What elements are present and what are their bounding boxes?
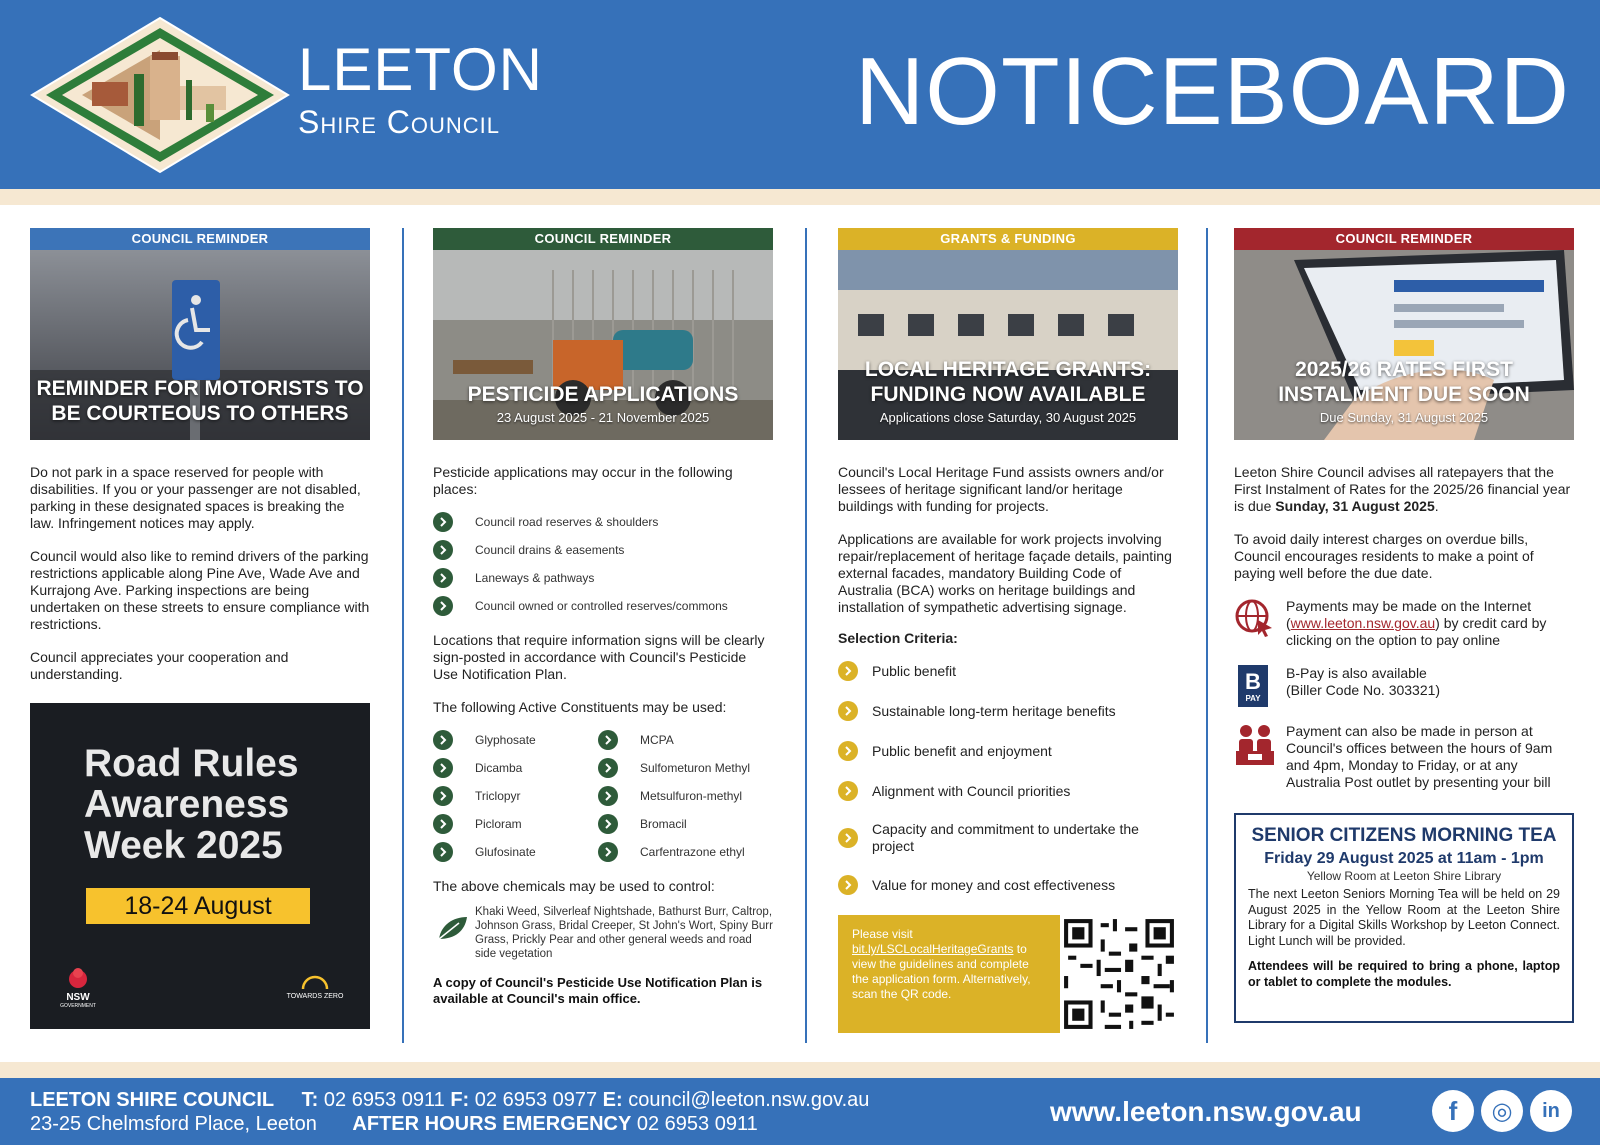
website-link[interactable]: www.leeton.nsw.gov.au — [1050, 1096, 1362, 1127]
chevron-right-icon — [433, 540, 453, 560]
column-pesticide — [433, 228, 773, 1007]
paragraph: Pesticide applications may occur in the following places: — [433, 464, 733, 497]
page-title: NOTICEBOARD — [854, 38, 1570, 145]
constituents-right — [598, 730, 763, 870]
paragraph: Applications are available for work projects involving repair/replacement of heritage façade details, painting external facades, mandatory Building Code of Australia (BCA) works on heritage buildings and installation of sympathetic advertising signage. — [838, 531, 1172, 615]
places-list — [433, 512, 773, 616]
hero-due-date: Due Sunday, 31 August 2025 — [1319, 410, 1489, 425]
paragraph: Locations that require information signs will be clearly sign-posted in accordance with Council's Pesticide Use Notification Plan. — [433, 632, 765, 682]
column-rates — [1234, 228, 1574, 1023]
pay-in-person-row — [1234, 723, 1574, 791]
list-item-label: Picloram — [475, 817, 522, 831]
chevron-right-icon — [598, 814, 618, 834]
list-item-label: Dicamba — [475, 761, 523, 775]
email-link[interactable]: council@leeton.nsw.gov.au — [628, 1089, 870, 1111]
hero-deadline: Applications close Saturday, 30 August 2025 — [879, 410, 1137, 425]
list-item-label: Council road reserves & shoulders — [475, 515, 659, 529]
pay-in-person-text: Payment can also be made in person at Council's offices between the hours of 9am and 4pm, Monday to Friday, or at any Australia Post outlet by presenting your bill — [1286, 723, 1553, 790]
senior-event-date: Friday 29 August 2025 at 11am - 1pm — [1264, 850, 1544, 867]
bpay-icon: B PAY — [1234, 665, 1276, 707]
list-item-label: Laneways & pathways — [475, 571, 595, 585]
list-item — [838, 701, 1178, 721]
hero-title: LOCAL HERITAGE GRANTS: FUNDING NOW AVAILABLE — [864, 358, 1152, 406]
article-body — [1234, 464, 1574, 1023]
chevron-right-icon — [433, 512, 453, 532]
instagram-icon[interactable]: ◎ — [1481, 1090, 1523, 1132]
globe-cursor-icon — [1234, 598, 1276, 638]
list-item-label: Carfentrazone ethyl — [640, 845, 745, 859]
chevron-right-icon — [598, 786, 618, 806]
notification-plan-note: A copy of Council's Pesticide Use Notification Plan is available at Council's main office. — [433, 975, 763, 1006]
hero-image-laptop — [1234, 250, 1574, 440]
list-item-label: MCPA — [640, 733, 674, 747]
list-item-label: Value for money and cost effectiveness — [872, 876, 1116, 893]
chevron-right-icon — [598, 730, 618, 750]
chevron-right-icon — [838, 661, 858, 681]
grant-info-text — [852, 927, 1032, 1002]
list-item — [433, 730, 598, 750]
after-hours-label: AFTER HOURS EMERGENCY — [352, 1113, 632, 1135]
senior-event-venue: Yellow Room at Leeton Shire Library — [1306, 869, 1502, 883]
list-item — [433, 568, 773, 588]
list-item — [598, 842, 763, 862]
hero-title: 2025/26 RATES FIRST INSTALMENT DUE SOON — [1278, 358, 1530, 406]
nsw-government-label: GOVERNMENT — [60, 1003, 96, 1009]
senior-event-title: SENIOR CITIZENS MORNING TEA — [1251, 825, 1557, 846]
chevron-right-icon — [838, 875, 858, 895]
chevron-right-icon — [433, 786, 453, 806]
category-tag: COUNCIL REMINDER — [30, 228, 370, 250]
footer-contact-line — [30, 1088, 869, 1112]
chevron-right-icon — [838, 781, 858, 801]
waratah-icon — [63, 967, 93, 989]
list-item — [433, 814, 598, 834]
chevron-right-icon — [433, 842, 453, 862]
list-item — [433, 786, 598, 806]
grant-info-suffix: to view the guidelines and complete the application form. Alternatively, scan the QR code. — [852, 942, 1031, 1001]
list-item — [433, 842, 598, 862]
towards-zero-icon — [300, 975, 330, 991]
footer-address-line — [30, 1112, 758, 1136]
list-item — [838, 781, 1178, 801]
list-item-label: Bromacil — [640, 817, 687, 831]
chevron-right-icon — [598, 842, 618, 862]
list-item — [598, 758, 763, 778]
column-motorists — [30, 228, 370, 1029]
hero-date-range: 23 August 2025 - 21 November 2025 — [496, 410, 710, 425]
council-website-link[interactable]: www.leeton.nsw.gov.au — [1290, 615, 1436, 631]
chevron-right-icon — [433, 730, 453, 750]
pay-online-prefix: Payments may be made on the Internet ( — [1286, 598, 1532, 631]
criteria-list — [838, 661, 1178, 895]
list-item — [433, 758, 598, 778]
bpay-logo-label: PAY — [1245, 693, 1261, 703]
list-item — [838, 661, 1178, 681]
poster-title: Road Rules Awareness Week 2025 — [84, 742, 299, 867]
senior-morning-tea-box — [1234, 813, 1574, 1023]
phone-label: T: — [301, 1089, 319, 1111]
hero-title: PESTICIDE APPLICATIONS — [467, 383, 739, 406]
hero-title: REMINDER FOR MOTORISTS TO BE COURTEOUS TO OTHERS — [36, 377, 364, 425]
criteria-heading: Selection Criteria: — [838, 630, 958, 646]
list-item-label: Sustainable long-term heritage benefits — [872, 702, 1116, 719]
chevron-right-icon — [433, 758, 453, 778]
chevron-right-icon — [433, 596, 453, 616]
list-item — [838, 821, 1178, 855]
pay-online-row — [1234, 598, 1574, 649]
fax-number: 02 6953 0977 — [474, 1089, 598, 1111]
qr-code[interactable] — [1060, 915, 1178, 1033]
hero-image-streetscape — [838, 250, 1178, 440]
chevron-right-icon — [838, 701, 858, 721]
list-item-label: Metsulfuron-methyl — [640, 789, 743, 803]
fax-label: F: — [450, 1089, 470, 1111]
list-item — [598, 814, 763, 834]
facebook-icon[interactable]: f — [1432, 1090, 1474, 1132]
due-date-emphasis: Sunday, 31 August 2025 — [1275, 498, 1435, 514]
header-stripe — [0, 189, 1600, 205]
paragraph: To avoid daily interest charges on overdue bills, Council encourages residents to make a point of paying well before the due date. — [1234, 531, 1534, 581]
paragraph: Council would also like to remind drivers of the parking restrictions applicable along Pine Ave, Wade Ave and Kurrajong Ave. Parking inspections are being undertaken on these streets to ensure compliance with restrictions. — [30, 548, 370, 632]
council-logo — [30, 16, 290, 174]
council-name-line1: LEETON — [298, 36, 543, 103]
poster-dates: 18-24 August — [86, 888, 310, 924]
chevron-right-icon — [433, 814, 453, 834]
list-item-label: Sulfometuron Methyl — [640, 761, 751, 775]
grant-info-box — [838, 915, 1178, 1033]
category-tag: GRANTS & FUNDING — [838, 228, 1178, 250]
list-item — [433, 540, 773, 560]
footer — [0, 1078, 1600, 1145]
bpay-text — [1286, 665, 1440, 699]
list-item — [433, 512, 773, 532]
weeds-list — [433, 905, 773, 961]
grant-guidelines-link[interactable]: bit.ly/LSCLocalHeritageGrants — [852, 942, 1014, 956]
list-item-label: Capacity and commitment to undertake the project — [872, 821, 1139, 854]
constituents-left — [433, 730, 598, 870]
list-item-label: Triclopyr — [475, 789, 521, 803]
list-item — [838, 741, 1178, 761]
header-banner — [0, 0, 1600, 189]
list-item-label: Public benefit and enjoyment — [872, 742, 1052, 759]
list-item-label: Glufosinate — [475, 845, 536, 859]
nsw-logo — [60, 967, 96, 1009]
list-item-label: Council drains & easements — [475, 543, 625, 557]
bpay-biller-code: (Biller Code No. 303321) — [1286, 682, 1441, 698]
column-divider — [805, 228, 807, 1043]
chevron-right-icon — [838, 828, 858, 848]
weeds-text: Khaki Weed, Silverleaf Nightshade, Bathurst Burr, Caltrop, Johnson Grass, Bridal Creeper, St John's Wort, Spiny Burr Grass, Prickly Pear and other general weeds and road side vegetation — [475, 906, 773, 960]
grant-info-prefix: Please visit — [852, 927, 913, 941]
towards-zero-label: TOWARDS ZERO — [286, 993, 344, 1000]
list-item-label: Public benefit — [872, 662, 957, 679]
column-heritage — [838, 228, 1178, 1033]
list-item-label: Glyphosate — [475, 733, 536, 747]
council-name-line2: Shire Council — [298, 104, 501, 140]
council-name — [298, 36, 543, 140]
bpay-row — [1234, 665, 1574, 707]
email-label: E: — [602, 1089, 623, 1111]
column-divider — [402, 228, 404, 1043]
footer-stripe — [0, 1062, 1600, 1078]
paragraph: The above chemicals may be used to control: — [433, 878, 715, 894]
constituents-list — [433, 730, 773, 870]
paragraph — [1234, 464, 1574, 515]
nsw-label: NSW — [66, 992, 90, 1003]
paragraph: Do not park in a space reserved for people with disabilities. If you or your passenger are not disabled, parking in these designated spaces is breaking the law. Infringement notices may apply. — [30, 464, 361, 531]
category-tag: COUNCIL REMINDER — [1234, 228, 1574, 250]
list-item — [598, 730, 763, 750]
list-item — [838, 875, 1178, 895]
counter-service-icon — [1234, 723, 1276, 767]
rates-text-end: . — [1434, 498, 1439, 514]
pay-online-text — [1286, 598, 1574, 649]
after-hours-number[interactable]: 02 6953 0911 — [636, 1113, 758, 1135]
chevron-right-icon — [838, 741, 858, 761]
hero-image-tractor — [433, 250, 773, 440]
pay-online-suffix: ) by credit card by clicking on the option to pay online — [1286, 615, 1547, 648]
senior-event-note: Attendees will be required to bring a phone, laptop or tablet to complete the modules. — [1248, 959, 1560, 989]
paragraph: Council's Local Heritage Fund assists owners and/or lessees of heritage significant land/or heritage buildings with funding for projects. — [838, 464, 1164, 514]
list-item — [433, 596, 773, 616]
paragraph: The following Active Constituents may be used: — [433, 699, 727, 715]
senior-event-body: The next Leeton Seniors Morning Tea will be held on 29 August 2025 in the Yellow Room at the Leeton Shire Library for a Digital Skills Workshop by Leeton Connect. Light Lunch will be provided. — [1248, 887, 1560, 948]
leaf-icon — [433, 913, 473, 943]
article-body — [30, 464, 370, 683]
paragraph: Council appreciates your cooperation and understanding. — [30, 649, 289, 682]
road-rules-poster — [30, 703, 370, 1029]
phone-number[interactable]: 02 6953 0911 — [323, 1089, 445, 1111]
list-item — [598, 786, 763, 806]
hero-image-parking — [30, 250, 370, 440]
list-item-label: Council owned or controlled reserves/commons — [475, 599, 728, 613]
chevron-right-icon — [433, 568, 453, 588]
article-body — [433, 464, 773, 1007]
rates-text: Leeton Shire Council advises all ratepayers that the First Instalment of Rates for the 2025/26 financial year is due — [1234, 464, 1571, 514]
bpay-line-1: B-Pay is also available — [1286, 665, 1427, 681]
category-tag: COUNCIL REMINDER — [433, 228, 773, 250]
council-address: 23-25 Chelmsford Place, Leeton — [30, 1113, 317, 1135]
column-divider — [1206, 228, 1208, 1043]
towards-zero-logo — [282, 975, 348, 1000]
article-body — [838, 464, 1178, 1033]
list-item-label: Alignment with Council priorities — [872, 782, 1071, 799]
footer-council-name: LEETON SHIRE COUNCIL — [30, 1089, 275, 1111]
linkedin-icon[interactable]: in — [1530, 1090, 1572, 1132]
chevron-right-icon — [598, 758, 618, 778]
